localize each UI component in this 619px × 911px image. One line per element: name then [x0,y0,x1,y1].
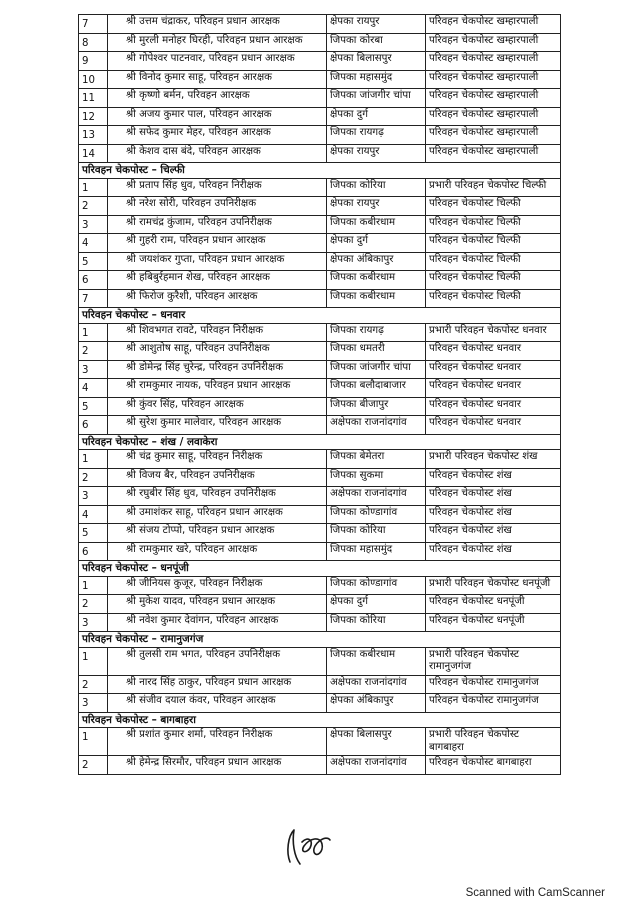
section-title: परिवहन चेकपोस्ट – शंख / लवाकेरा [79,434,561,450]
serial-number-cell: 3 [79,613,108,632]
officer-name-cell: श्री मुरली मनोहर घिरही, परिवहन प्रधान आरक्षक [108,33,327,52]
current-posting-cell: जिपका कबीरधाम [327,215,426,234]
table-row [79,234,561,253]
serial-number-cell: 7 [79,289,108,308]
serial-number-cell: 2 [79,756,108,775]
new-posting-cell: परिवहन चेकपोस्ट धनवार [426,397,561,416]
serial-number-cell: 2 [79,468,108,487]
table-row [79,524,561,543]
current-posting-cell: क्षेपका दुर्ग [327,234,426,253]
officer-name-cell: श्री सुरेश कुमार मालेवार, परिवहन आरक्षक [108,416,327,435]
new-posting-cell: परिवहन चेकपोस्ट धनवार [426,342,561,361]
serial-number-cell: 9 [79,52,108,71]
current-posting-cell: क्षेपका बिलासपुर [327,52,426,71]
serial-number-cell: 3 [79,487,108,506]
serial-number-cell: 1 [79,728,108,756]
serial-number-cell: 2 [79,595,108,614]
current-posting-cell: जिपका महासमुंद [327,542,426,561]
table-row [79,694,561,713]
transfer-list-page [78,14,549,775]
officer-name-cell: श्री डोमेन्द्र सिंह चुरेन्द्र, परिवहन उपनिरीक्षक [108,360,327,379]
table-row [79,252,561,271]
table-row [79,126,561,145]
table-row [79,197,561,216]
officer-name-cell: श्री आशुतोष साहू, परिवहन उपनिरीक्षक [108,342,327,361]
officer-name-cell: श्री हबिबुर्रहमान शेख, परिवहन आरक्षक [108,271,327,290]
current-posting-cell: जिपका कोरिया [327,178,426,197]
serial-number-cell: 4 [79,505,108,524]
table-row [79,416,561,435]
serial-number-cell: 2 [79,342,108,361]
table-row [79,52,561,71]
officer-name-cell: श्री संजीव दयाल कंवर, परिवहन आरक्षक [108,694,327,713]
new-posting-cell: परिवहन चेकपोस्ट धनवार [426,360,561,379]
serial-number-cell: 1 [79,576,108,595]
new-posting-cell: परिवहन चेकपोस्ट धनवार [426,416,561,435]
officer-name-cell: श्री तुलसी राम भगत, परिवहन उपनिरीक्षक [108,647,327,675]
scanner-footer: Scanned with CamScanner [465,887,605,899]
transfer-table-body [79,15,561,775]
current-posting-cell: जिपका कोण्डागांव [327,505,426,524]
current-posting-cell: जिपका जांजगीर चांपा [327,89,426,108]
current-posting-cell: जिपका महासमुंद [327,70,426,89]
new-posting-cell: परिवहन चेकपोस्ट चिल्फी [426,252,561,271]
new-posting-cell: परिवहन चेकपोस्ट खम्हारपाली [426,70,561,89]
new-posting-cell: परिवहन चेकपोस्ट चिल्फी [426,234,561,253]
table-row [79,647,561,675]
officer-name-cell: श्री रामचंद्र कुंजाम, परिवहन उपनिरीक्षक [108,215,327,234]
serial-number-cell: 4 [79,234,108,253]
serial-number-cell: 5 [79,397,108,416]
table-row [79,271,561,290]
new-posting-cell: परिवहन चेकपोस्ट धनवार [426,379,561,398]
officer-name-cell: श्री नारद सिंह ठाकुर, परिवहन प्रधान आरक्षक [108,675,327,694]
officer-name-cell: श्री संजय टोप्पो, परिवहन प्रधान आरक्षक [108,524,327,543]
table-row [79,487,561,506]
current-posting-cell: क्षेपका रायपुर [327,144,426,163]
serial-number-cell: 6 [79,416,108,435]
new-posting-cell: परिवहन चेकपोस्ट चिल्फी [426,289,561,308]
officer-name-cell: श्री हेमेन्द्र सिरमौर, परिवहन प्रधान आरक्षक [108,756,327,775]
table-row [79,360,561,379]
section-title: परिवहन चेकपोस्ट – धनवार [79,308,561,324]
new-posting-cell: प्रभारी परिवहन चेकपोस्ट चिल्फी [426,178,561,197]
table-row [79,144,561,163]
table-row [79,728,561,756]
officer-name-cell: श्री कृष्णो बर्मन, परिवहन आरक्षक [108,89,327,108]
table-row [79,542,561,561]
serial-number-cell: 2 [79,197,108,216]
officer-name-cell: श्री नरेश सोरी, परिवहन उपनिरीक्षक [108,197,327,216]
serial-number-cell: 6 [79,271,108,290]
table-row [79,675,561,694]
serial-number-cell: 6 [79,542,108,561]
section-title: परिवहन चेकपोस्ट – धनपूंजी [79,561,561,577]
table-row [79,70,561,89]
table-row [79,468,561,487]
serial-number-cell: 3 [79,694,108,713]
officer-name-cell: श्री सफेद कुमार मेहर, परिवहन आरक्षक [108,126,327,145]
officer-name-cell: श्री रामकुमार नायक, परिवहन प्रधान आरक्षक [108,379,327,398]
serial-number-cell: 3 [79,360,108,379]
section-header-row [79,632,561,648]
officer-name-cell: श्री कुंवर सिंह, परिवहन आरक्षक [108,397,327,416]
section-header-row [79,561,561,577]
new-posting-cell: परिवहन चेकपोस्ट खम्हारपाली [426,52,561,71]
serial-number-cell: 5 [79,252,108,271]
current-posting-cell: जिपका सुकमा [327,468,426,487]
current-posting-cell: जिपका बलौदाबाजार [327,379,426,398]
current-posting-cell: जिपका धमतरी [327,342,426,361]
current-posting-cell: जिपका कोरबा [327,33,426,52]
new-posting-cell: प्रभारी परिवहन चेकपोस्ट रामानुजगंज [426,647,561,675]
current-posting-cell: जिपका कबीरधाम [327,289,426,308]
serial-number-cell: 3 [79,215,108,234]
new-posting-cell: परिवहन चेकपोस्ट रामानुजगंज [426,694,561,713]
new-posting-cell: परिवहन चेकपोस्ट खम्हारपाली [426,126,561,145]
table-row [79,89,561,108]
new-posting-cell: प्रभारी परिवहन चेकपोस्ट शंख [426,450,561,469]
new-posting-cell: परिवहन चेकपोस्ट धनपूंजी [426,613,561,632]
current-posting-cell: क्षेपका बिलासपुर [327,728,426,756]
new-posting-cell: परिवहन चेकपोस्ट खम्हारपाली [426,33,561,52]
officer-name-cell: श्री उत्तम चंद्राकर, परिवहन प्रधान आरक्षक [108,15,327,34]
table-row [79,323,561,342]
section-title: परिवहन चेकपोस्ट – बागबाहरा [79,712,561,728]
current-posting-cell: अक्षेपका राजनांदगांव [327,675,426,694]
current-posting-cell: जिपका कोरिया [327,524,426,543]
current-posting-cell: क्षेपका अंबिकापुर [327,694,426,713]
table-row [79,576,561,595]
table-row [79,289,561,308]
officer-name-cell: श्री जीनियस कुजूर, परिवहन निरीक्षक [108,576,327,595]
table-row [79,379,561,398]
new-posting-cell: परिवहन चेकपोस्ट खम्हारपाली [426,144,561,163]
serial-number-cell: 5 [79,524,108,543]
current-posting-cell: जिपका जांजगीर चांपा [327,360,426,379]
section-header-row [79,308,561,324]
current-posting-cell: अक्षेपका राजनांदगांव [327,416,426,435]
section-title: परिवहन चेकपोस्ट – चिल्फी [79,163,561,179]
serial-number-cell: 14 [79,144,108,163]
new-posting-cell: परिवहन चेकपोस्ट शंख [426,505,561,524]
serial-number-cell: 2 [79,675,108,694]
new-posting-cell: परिवहन चेकपोस्ट शंख [426,542,561,561]
officer-name-cell: श्री प्रशांत कुमार शर्मा, परिवहन निरीक्षक [108,728,327,756]
officer-name-cell: श्री फिरोज कुरैशी, परिवहन आरक्षक [108,289,327,308]
current-posting-cell: जिपका कोण्डागांव [327,576,426,595]
officer-name-cell: श्री प्रताप सिंह धुव, परिवहन निरीक्षक [108,178,327,197]
current-posting-cell: जिपका रायगढ़ [327,323,426,342]
table-row [79,756,561,775]
officer-name-cell: श्री अजय कुमार पाल, परिवहन आरक्षक [108,107,327,126]
current-posting-cell: जिपका बेमेतरा [327,450,426,469]
table-row [79,342,561,361]
officer-name-cell: श्री विजय बैर, परिवहन उपनिरीक्षक [108,468,327,487]
serial-number-cell: 7 [79,15,108,34]
new-posting-cell: प्रभारी परिवहन चेकपोस्ट बागबाहरा [426,728,561,756]
serial-number-cell: 1 [79,178,108,197]
section-header-row [79,434,561,450]
transfer-table [78,14,561,775]
current-posting-cell: जिपका बीजापुर [327,397,426,416]
officer-name-cell: श्री रामकुमार खरे, परिवहन आरक्षक [108,542,327,561]
table-row [79,613,561,632]
serial-number-cell: 1 [79,647,108,675]
table-row [79,450,561,469]
current-posting-cell: अक्षेपका राजनांदगांव [327,756,426,775]
new-posting-cell: परिवहन चेकपोस्ट शंख [426,487,561,506]
officer-name-cell: श्री मुकेश यादव, परिवहन प्रधान आरक्षक [108,595,327,614]
officer-name-cell: श्री शिवभगत रावटे, परिवहन निरीक्षक [108,323,327,342]
table-row [79,33,561,52]
new-posting-cell: प्रभारी परिवहन चेकपोस्ट धनवार [426,323,561,342]
officer-name-cell: श्री गोपेश्वर पाटनवार, परिवहन प्रधान आरक्षक [108,52,327,71]
serial-number-cell: 1 [79,323,108,342]
current-posting-cell: क्षेपका दुर्ग [327,107,426,126]
officer-name-cell: श्री गुहरी राम, परिवहन प्रधान आरक्षक [108,234,327,253]
serial-number-cell: 1 [79,450,108,469]
current-posting-cell: जिपका कोरिया [327,613,426,632]
table-row [79,505,561,524]
section-title: परिवहन चेकपोस्ट – रामानुजगंज [79,632,561,648]
new-posting-cell: परिवहन चेकपोस्ट शंख [426,468,561,487]
officer-name-cell: श्री विनोद कुमार साहू, परिवहन आरक्षक [108,70,327,89]
current-posting-cell: क्षेपका रायपुर [327,15,426,34]
table-row [79,107,561,126]
current-posting-cell: जिपका कबीरधाम [327,271,426,290]
new-posting-cell: परिवहन चेकपोस्ट धनपूंजी [426,595,561,614]
officer-name-cell: श्री उमाशंकर साहू, परिवहन प्रधान आरक्षक [108,505,327,524]
new-posting-cell: परिवहन चेकपोस्ट खम्हारपाली [426,15,561,34]
officer-name-cell: श्री नवेश कुमार देवांगन, परिवहन आरक्षक [108,613,327,632]
table-row [79,15,561,34]
officer-name-cell: श्री चंद्र कुमार साहू, परिवहन निरीक्षक [108,450,327,469]
section-header-row [79,163,561,179]
serial-number-cell: 4 [79,379,108,398]
serial-number-cell: 11 [79,89,108,108]
new-posting-cell: परिवहन चेकपोस्ट रामानुजगंज [426,675,561,694]
current-posting-cell: क्षेपका दुर्ग [327,595,426,614]
serial-number-cell: 10 [79,70,108,89]
current-posting-cell: जिपका रायगढ़ [327,126,426,145]
new-posting-cell: परिवहन चेकपोस्ट खम्हारपाली [426,89,561,108]
current-posting-cell: अक्षेपका राजनांदगांव [327,487,426,506]
new-posting-cell: परिवहन चेकपोस्ट बागबाहरा [426,756,561,775]
officer-name-cell: श्री केशव दास बंदे, परिवहन आरक्षक [108,144,327,163]
officer-name-cell: श्री रघुबीर सिंह धुव, परिवहन उपनिरीक्षक [108,487,327,506]
serial-number-cell: 13 [79,126,108,145]
officer-name-cell: श्री जयशंकर गुप्ता, परिवहन प्रधान आरक्षक [108,252,327,271]
new-posting-cell: प्रभारी परिवहन चेकपोस्ट धनपूंजी [426,576,561,595]
new-posting-cell: परिवहन चेकपोस्ट चिल्फी [426,215,561,234]
new-posting-cell: परिवहन चेकपोस्ट चिल्फी [426,271,561,290]
signature-mark [280,822,340,870]
table-row [79,215,561,234]
current-posting-cell: क्षेपका रायपुर [327,197,426,216]
table-row [79,595,561,614]
new-posting-cell: परिवहन चेकपोस्ट खम्हारपाली [426,107,561,126]
section-header-row [79,712,561,728]
current-posting-cell: क्षेपका अंबिकापुर [327,252,426,271]
table-row [79,397,561,416]
table-row [79,178,561,197]
serial-number-cell: 8 [79,33,108,52]
current-posting-cell: जिपका कबीरधाम [327,647,426,675]
new-posting-cell: परिवहन चेकपोस्ट शंख [426,524,561,543]
new-posting-cell: परिवहन चेकपोस्ट चिल्फी [426,197,561,216]
serial-number-cell: 12 [79,107,108,126]
